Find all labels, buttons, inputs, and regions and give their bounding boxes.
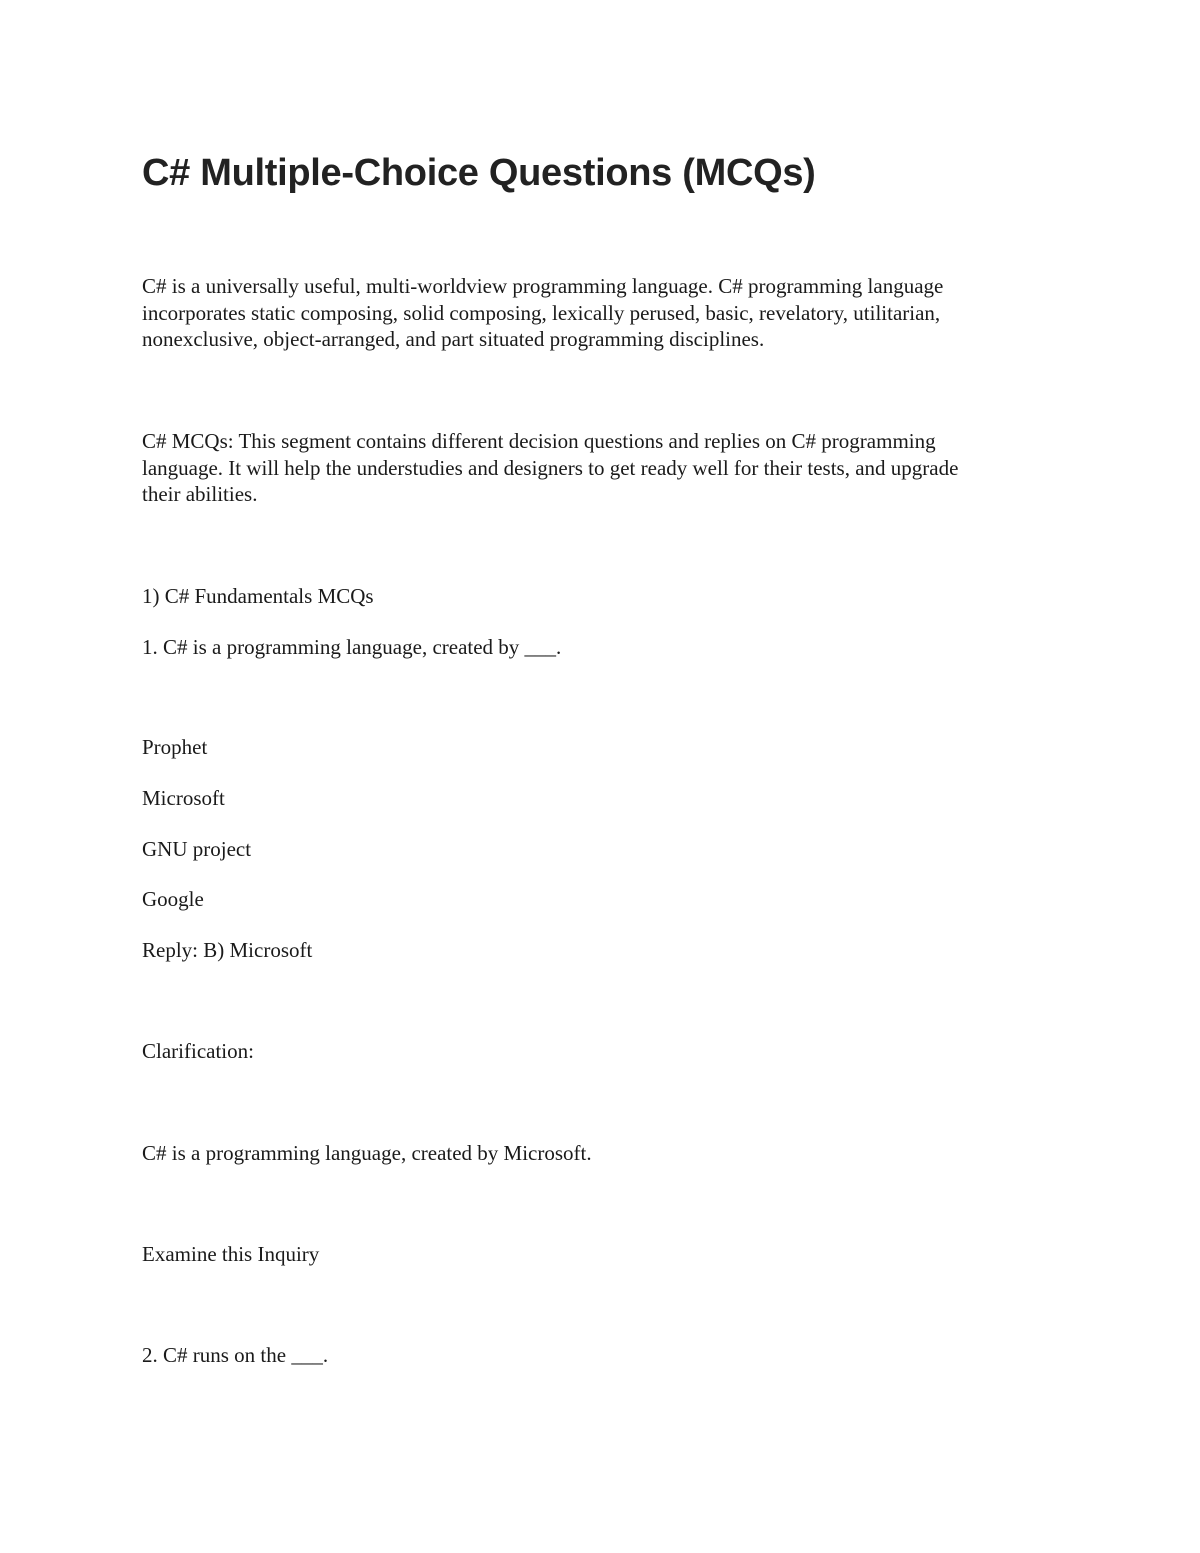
mcq-description-line: C# MCQs: This segment contains different decision questions and replies on C# programming	[142, 429, 936, 453]
question-1-text: 1. C# is a programming language, created by ___.	[142, 635, 562, 659]
examine-inquiry-link[interactable]: Examine this Inquiry	[142, 1242, 320, 1266]
intro-line: C# is a universally useful, multi-worldview programming language. C# programming language	[142, 274, 944, 298]
section-heading: 1) C# Fundamentals MCQs	[142, 584, 374, 608]
question-1-option-d: Google	[142, 887, 204, 911]
intro-line: nonexclusive, object-arranged, and part situated programming disciplines.	[142, 327, 765, 351]
question-1-reply: Reply: B) Microsoft	[142, 938, 313, 962]
page-title: C# Multiple-Choice Questions (MCQs)	[142, 152, 816, 194]
question-1-option-c: GNU project	[142, 837, 252, 861]
mcq-description-line: language. It will help the understudies and designers to get ready well for their tests, and upgrade	[142, 455, 959, 480]
intro-paragraph	[142, 273, 1072, 353]
intro-line: incorporates static composing, solid composing, lexically perused, basic, revelatory, utilitarian,	[142, 300, 941, 325]
question-1-option-b: Microsoft	[142, 786, 225, 810]
question-1-option-a: Prophet	[142, 735, 208, 759]
mcq-description-paragraph	[142, 428, 1072, 508]
mcq-description-line: their abilities.	[142, 482, 258, 506]
clarification-text: C# is a programming language, created by Microsoft.	[142, 1141, 592, 1165]
clarification-label: Clarification:	[142, 1039, 254, 1063]
question-2-text: 2. C# runs on the ___.	[142, 1343, 329, 1367]
